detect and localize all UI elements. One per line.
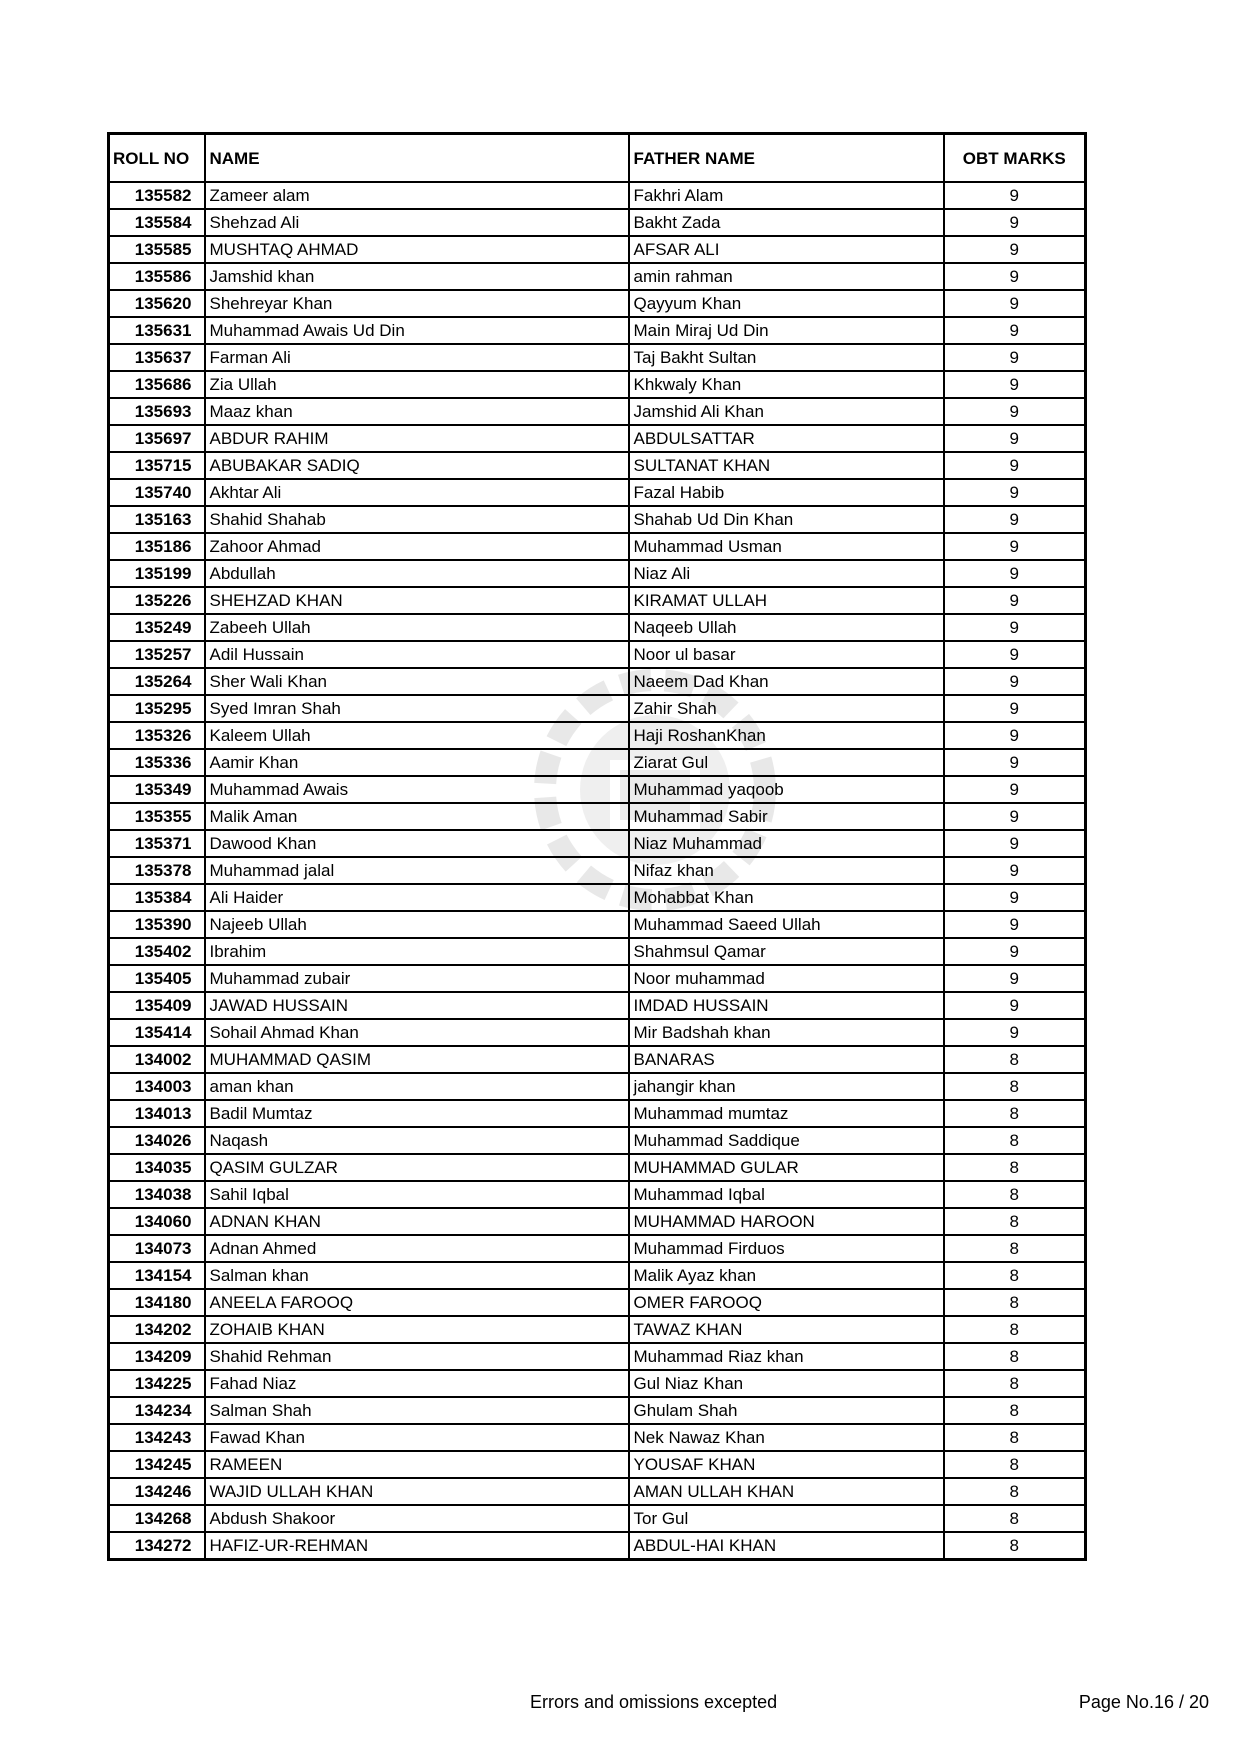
name-cell: Sher Wali Khan [205, 668, 629, 695]
father-name-cell: KIRAMAT ULLAH [629, 587, 944, 614]
roll-no-cell: 135378 [109, 857, 205, 884]
name-cell: RAMEEN [205, 1451, 629, 1478]
roll-no-cell: 134003 [109, 1073, 205, 1100]
name-cell: MUHAMMAD QASIM [205, 1046, 629, 1073]
table-row [109, 1505, 1086, 1532]
father-name-cell: Main Miraj Ud Din [629, 317, 944, 344]
marks-cell: 9 [944, 830, 1086, 857]
marks-cell: 8 [944, 1046, 1086, 1073]
father-name-cell: Muhammad Riaz khan [629, 1343, 944, 1370]
father-name-cell: Muhammad mumtaz [629, 1100, 944, 1127]
name-cell: Adil Hussain [205, 641, 629, 668]
name-cell: Fawad Khan [205, 1424, 629, 1451]
marks-cell: 9 [944, 668, 1086, 695]
marks-cell: 8 [944, 1100, 1086, 1127]
table-row [109, 965, 1086, 992]
roll-no-cell: 135186 [109, 533, 205, 560]
father-name-cell: AMAN ULLAH KHAN [629, 1478, 944, 1505]
marks-cell: 8 [944, 1370, 1086, 1397]
marks-cell: 9 [944, 371, 1086, 398]
father-name-cell: Noor ul basar [629, 641, 944, 668]
footer-note: Errors and omissions excepted [530, 1692, 778, 1712]
table-row [109, 668, 1086, 695]
marks-cell: 9 [944, 317, 1086, 344]
table-row [109, 290, 1086, 317]
table-row [109, 479, 1086, 506]
table-row [109, 1046, 1086, 1073]
father-name-cell: Taj Bakht Sultan [629, 344, 944, 371]
roll-no-cell: 135355 [109, 803, 205, 830]
table-row [109, 1019, 1086, 1046]
name-cell: Muhammad Awais [205, 776, 629, 803]
roll-no-cell: 134202 [109, 1316, 205, 1343]
roll-no-cell: 135584 [109, 209, 205, 236]
marks-cell: 8 [944, 1505, 1086, 1532]
name-cell: Sohail Ahmad Khan [205, 1019, 629, 1046]
roll-no-cell: 135620 [109, 290, 205, 317]
father-name-cell: Khkwaly Khan [629, 371, 944, 398]
roll-no-cell: 134209 [109, 1343, 205, 1370]
marks-cell: 8 [944, 1424, 1086, 1451]
marks-cell: 9 [944, 992, 1086, 1019]
name-cell: Farman Ali [205, 344, 629, 371]
table-row [109, 1424, 1086, 1451]
name-cell: aman khan [205, 1073, 629, 1100]
table-row [109, 1154, 1086, 1181]
marks-cell: 9 [944, 722, 1086, 749]
roll-no-cell: 134268 [109, 1505, 205, 1532]
marks-cell: 8 [944, 1397, 1086, 1424]
roll-no-cell: 135295 [109, 695, 205, 722]
table-row [109, 776, 1086, 803]
roll-no-cell: 134060 [109, 1208, 205, 1235]
name-cell: Muhammad jalal [205, 857, 629, 884]
name-cell: Salman Shah [205, 1397, 629, 1424]
father-name-cell: IMDAD HUSSAIN [629, 992, 944, 1019]
marks-cell: 9 [944, 803, 1086, 830]
name-cell: SHEHZAD KHAN [205, 587, 629, 614]
table-row [109, 1316, 1086, 1343]
father-name-cell: TAWAZ KHAN [629, 1316, 944, 1343]
table-row [109, 884, 1086, 911]
roll-no-cell: 134245 [109, 1451, 205, 1478]
table-row [109, 506, 1086, 533]
table-row [109, 425, 1086, 452]
header-roll-no: ROLL NO [109, 134, 205, 183]
marks-cell: 8 [944, 1073, 1086, 1100]
roll-no-cell: 135371 [109, 830, 205, 857]
father-name-cell: amin rahman [629, 263, 944, 290]
roll-no-cell: 135693 [109, 398, 205, 425]
father-name-cell: Muhammad Firduos [629, 1235, 944, 1262]
roll-no-cell: 135637 [109, 344, 205, 371]
name-cell: ZOHAIB KHAN [205, 1316, 629, 1343]
marks-cell: 9 [944, 911, 1086, 938]
marks-cell: 9 [944, 506, 1086, 533]
name-cell: Ali Haider [205, 884, 629, 911]
roll-no-cell: 135582 [109, 182, 205, 209]
roll-no-cell: 135226 [109, 587, 205, 614]
table-row [109, 209, 1086, 236]
father-name-cell: Fakhri Alam [629, 182, 944, 209]
father-name-cell: Shahab Ud Din Khan [629, 506, 944, 533]
father-name-cell: jahangir khan [629, 1073, 944, 1100]
roll-no-cell: 135697 [109, 425, 205, 452]
father-name-cell: Bakht Zada [629, 209, 944, 236]
father-name-cell: Haji RoshanKhan [629, 722, 944, 749]
table-row [109, 695, 1086, 722]
name-cell: ABUBAKAR SADIQ [205, 452, 629, 479]
header-name: NAME [205, 134, 629, 183]
roll-no-cell: 135336 [109, 749, 205, 776]
table-row [109, 992, 1086, 1019]
marks-cell: 9 [944, 236, 1086, 263]
table-row [109, 1262, 1086, 1289]
father-name-cell: Malik Ayaz khan [629, 1262, 944, 1289]
table-row [109, 614, 1086, 641]
name-cell: Fahad Niaz [205, 1370, 629, 1397]
father-name-cell: Mir Badshah khan [629, 1019, 944, 1046]
marks-cell: 9 [944, 425, 1086, 452]
roll-no-cell: 134035 [109, 1154, 205, 1181]
roll-no-cell: 135257 [109, 641, 205, 668]
table-row [109, 1478, 1086, 1505]
marks-cell: 8 [944, 1532, 1086, 1560]
table-row [109, 344, 1086, 371]
name-cell: WAJID ULLAH KHAN [205, 1478, 629, 1505]
father-name-cell: Muhammad Saeed Ullah [629, 911, 944, 938]
father-name-cell: YOUSAF KHAN [629, 1451, 944, 1478]
marks-cell: 9 [944, 965, 1086, 992]
marks-cell: 8 [944, 1316, 1086, 1343]
name-cell: Abdullah [205, 560, 629, 587]
father-name-cell: Mohabbat Khan [629, 884, 944, 911]
father-name-cell: Muhammad yaqoob [629, 776, 944, 803]
name-cell: Salman khan [205, 1262, 629, 1289]
roll-no-cell: 135631 [109, 317, 205, 344]
table-row [109, 263, 1086, 290]
roll-no-cell: 135586 [109, 263, 205, 290]
header-row [109, 134, 1086, 183]
marks-cell: 9 [944, 209, 1086, 236]
marks-cell: 8 [944, 1235, 1086, 1262]
roll-no-cell: 134154 [109, 1262, 205, 1289]
marks-cell: 9 [944, 290, 1086, 317]
father-name-cell: Shahmsul Qamar [629, 938, 944, 965]
marks-cell: 8 [944, 1343, 1086, 1370]
father-name-cell: SULTANAT KHAN [629, 452, 944, 479]
marks-cell: 9 [944, 452, 1086, 479]
father-name-cell: Ghulam Shah [629, 1397, 944, 1424]
father-name-cell: Gul Niaz Khan [629, 1370, 944, 1397]
roll-no-cell: 135384 [109, 884, 205, 911]
father-name-cell: Nifaz khan [629, 857, 944, 884]
table-row [109, 1370, 1086, 1397]
roll-no-cell: 134243 [109, 1424, 205, 1451]
roll-no-cell: 135163 [109, 506, 205, 533]
father-name-cell: Noor muhammad [629, 965, 944, 992]
father-name-cell: Muhammad Saddique [629, 1127, 944, 1154]
name-cell: Muhammad Awais Ud Din [205, 317, 629, 344]
table-row [109, 1100, 1086, 1127]
father-name-cell: Muhammad Sabir [629, 803, 944, 830]
name-cell: Muhammad zubair [205, 965, 629, 992]
name-cell: ANEELA FAROOQ [205, 1289, 629, 1316]
table-row [109, 371, 1086, 398]
father-name-cell: Muhammad Usman [629, 533, 944, 560]
table-row [109, 722, 1086, 749]
father-name-cell: Niaz Muhammad [629, 830, 944, 857]
father-name-cell: Naeem Dad Khan [629, 668, 944, 695]
father-name-cell: AFSAR ALI [629, 236, 944, 263]
father-name-cell: MUHAMMAD GULAR [629, 1154, 944, 1181]
name-cell: Aamir Khan [205, 749, 629, 776]
name-cell: Zameer alam [205, 182, 629, 209]
table-row [109, 1073, 1086, 1100]
table-row [109, 1289, 1086, 1316]
header-father-name: FATHER NAME [629, 134, 944, 183]
name-cell: Maaz khan [205, 398, 629, 425]
name-cell: Malik Aman [205, 803, 629, 830]
father-name-cell: Qayyum Khan [629, 290, 944, 317]
roll-no-cell: 134002 [109, 1046, 205, 1073]
table-row [109, 452, 1086, 479]
father-name-cell: ABDUL-HAI KHAN [629, 1532, 944, 1560]
roll-no-cell: 134225 [109, 1370, 205, 1397]
marks-cell: 9 [944, 857, 1086, 884]
table-row [109, 560, 1086, 587]
table-row [109, 938, 1086, 965]
name-cell: Kaleem Ullah [205, 722, 629, 749]
table-row [109, 911, 1086, 938]
father-name-cell: Nek Nawaz Khan [629, 1424, 944, 1451]
name-cell: Najeeb Ullah [205, 911, 629, 938]
marks-cell: 9 [944, 1019, 1086, 1046]
table-row [109, 1397, 1086, 1424]
table-row [109, 1532, 1086, 1560]
roll-no-cell: 135405 [109, 965, 205, 992]
table-row [109, 803, 1086, 830]
marks-cell: 9 [944, 749, 1086, 776]
marks-cell: 8 [944, 1181, 1086, 1208]
marks-cell: 9 [944, 344, 1086, 371]
roll-no-cell: 135402 [109, 938, 205, 965]
name-cell: Jamshid khan [205, 263, 629, 290]
table-row [109, 857, 1086, 884]
name-cell: Akhtar Ali [205, 479, 629, 506]
name-cell: Shahid Rehman [205, 1343, 629, 1370]
name-cell: JAWAD HUSSAIN [205, 992, 629, 1019]
table-row [109, 1343, 1086, 1370]
marks-cell: 9 [944, 614, 1086, 641]
roll-no-cell: 134246 [109, 1478, 205, 1505]
marks-cell: 9 [944, 776, 1086, 803]
father-name-cell: Jamshid Ali Khan [629, 398, 944, 425]
marks-cell: 9 [944, 587, 1086, 614]
marks-cell: 9 [944, 263, 1086, 290]
name-cell: Shahid Shahab [205, 506, 629, 533]
results-table [107, 132, 1087, 1561]
name-cell: Sahil Iqbal [205, 1181, 629, 1208]
table-row [109, 749, 1086, 776]
roll-no-cell: 135414 [109, 1019, 205, 1046]
roll-no-cell: 134013 [109, 1100, 205, 1127]
roll-no-cell: 135740 [109, 479, 205, 506]
roll-no-cell: 135249 [109, 614, 205, 641]
name-cell: Shehzad Ali [205, 209, 629, 236]
roll-no-cell: 135585 [109, 236, 205, 263]
table-row [109, 533, 1086, 560]
marks-cell: 8 [944, 1451, 1086, 1478]
table-row [109, 641, 1086, 668]
table-row [109, 1208, 1086, 1235]
marks-cell: 9 [944, 533, 1086, 560]
marks-cell: 9 [944, 560, 1086, 587]
father-name-cell: Fazal Habib [629, 479, 944, 506]
table-row [109, 1451, 1086, 1478]
marks-cell: 8 [944, 1208, 1086, 1235]
marks-cell: 9 [944, 695, 1086, 722]
marks-cell: 8 [944, 1262, 1086, 1289]
marks-cell: 9 [944, 884, 1086, 911]
roll-no-cell: 134026 [109, 1127, 205, 1154]
name-cell: Zahoor Ahmad [205, 533, 629, 560]
name-cell: Badil Mumtaz [205, 1100, 629, 1127]
marks-cell: 8 [944, 1154, 1086, 1181]
roll-no-cell: 134180 [109, 1289, 205, 1316]
father-name-cell: ABDULSATTAR [629, 425, 944, 452]
marks-cell: 8 [944, 1289, 1086, 1316]
father-name-cell: Niaz Ali [629, 560, 944, 587]
roll-no-cell: 135390 [109, 911, 205, 938]
name-cell: Ibrahim [205, 938, 629, 965]
roll-no-cell: 135326 [109, 722, 205, 749]
name-cell: QASIM GULZAR [205, 1154, 629, 1181]
table-row [109, 587, 1086, 614]
father-name-cell: Muhammad Iqbal [629, 1181, 944, 1208]
table-row [109, 830, 1086, 857]
marks-cell: 8 [944, 1478, 1086, 1505]
table-row [109, 317, 1086, 344]
father-name-cell: OMER FAROOQ [629, 1289, 944, 1316]
table-row [109, 182, 1086, 209]
father-name-cell: Tor Gul [629, 1505, 944, 1532]
table-row [109, 398, 1086, 425]
marks-cell: 9 [944, 398, 1086, 425]
name-cell: Dawood Khan [205, 830, 629, 857]
table-row [109, 236, 1086, 263]
father-name-cell: Naqeeb Ullah [629, 614, 944, 641]
father-name-cell: Ziarat Gul [629, 749, 944, 776]
roll-no-cell: 135199 [109, 560, 205, 587]
father-name-cell: BANARAS [629, 1046, 944, 1073]
name-cell: Adnan Ahmed [205, 1235, 629, 1262]
father-name-cell: MUHAMMAD HAROON [629, 1208, 944, 1235]
name-cell: MUSHTAQ AHMAD [205, 236, 629, 263]
marks-cell: 9 [944, 641, 1086, 668]
roll-no-cell: 134073 [109, 1235, 205, 1262]
name-cell: Zabeeh Ullah [205, 614, 629, 641]
roll-no-cell: 135264 [109, 668, 205, 695]
marks-cell: 8 [944, 1127, 1086, 1154]
name-cell: Zia Ullah [205, 371, 629, 398]
father-name-cell: Zahir Shah [629, 695, 944, 722]
name-cell: HAFIZ-UR-REHMAN [205, 1532, 629, 1560]
roll-no-cell: 135686 [109, 371, 205, 398]
roll-no-cell: 135409 [109, 992, 205, 1019]
roll-no-cell: 134272 [109, 1532, 205, 1560]
roll-no-cell: 135349 [109, 776, 205, 803]
name-cell: ADNAN KHAN [205, 1208, 629, 1235]
header-obt-marks: OBT MARKS [944, 134, 1086, 183]
name-cell: Syed Imran Shah [205, 695, 629, 722]
name-cell: Abdush Shakoor [205, 1505, 629, 1532]
marks-cell: 9 [944, 182, 1086, 209]
table-row [109, 1235, 1086, 1262]
table-row [109, 1181, 1086, 1208]
table-row [109, 1127, 1086, 1154]
name-cell: ABDUR RAHIM [205, 425, 629, 452]
name-cell: Shehreyar Khan [205, 290, 629, 317]
name-cell: Naqash [205, 1127, 629, 1154]
marks-cell: 9 [944, 938, 1086, 965]
roll-no-cell: 134234 [109, 1397, 205, 1424]
page-number: Page No.16 / 20 [1078, 1692, 1209, 1712]
marks-cell: 9 [944, 479, 1086, 506]
roll-no-cell: 134038 [109, 1181, 205, 1208]
roll-no-cell: 135715 [109, 452, 205, 479]
